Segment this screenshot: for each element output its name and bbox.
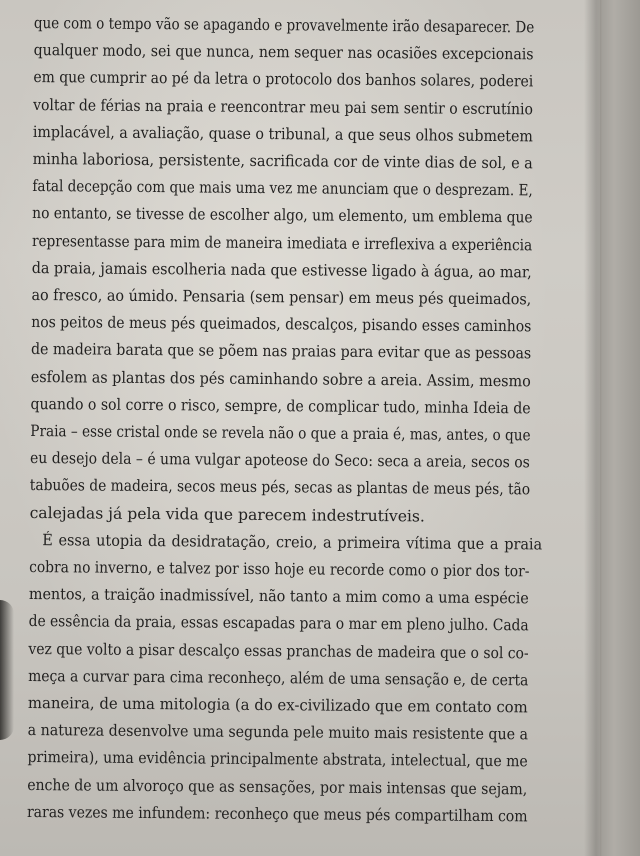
- text-line: maneira, de uma mitologia (a do ex-civilizado que em contato com: [27, 694, 528, 717]
- text-line: calejadas já pela vida que parecem indestrutíveis.: [29, 503, 425, 526]
- text-line: cobra no inverno, e talvez por isso hoje eu recorde como o pior dos tor-: [29, 558, 530, 581]
- text-line: de essência da praia, essas escapadas para o mar em pleno julho. Cada: [28, 612, 529, 635]
- text-line: no entanto, se tivesse de escolher algo, um elemento, um emblema que: [32, 204, 533, 227]
- text-line: Praia – esse cristal onde se revela não o que a praia é, mas, antes, o que: [30, 422, 531, 445]
- text-line: enche de um alvoroço que as sensações, por mais intensas que sejam,: [27, 775, 528, 799]
- text-line: É essa utopia da desidratação, creio, a primeira vítima que a praia: [42, 530, 543, 554]
- text-line: tabuões de madeira, secos meus pés, secas as plantas de meus pés, tão: [29, 476, 531, 499]
- text-line: a natureza desenvolve uma segunda pele muito mais resistente que a: [27, 721, 529, 744]
- page-stack-edge: [584, 0, 640, 856]
- text-line: nos peitos de meus pés queimados, descalços, pisando esses caminhos: [31, 313, 532, 336]
- text-line: da praia, jamais escolheria nada que estivesse ligado à água, ao mar,: [31, 258, 532, 282]
- text-line: que com o tempo vão se apagando e provavelmente irão desaparecer. De: [33, 13, 535, 37]
- body-text: [26, 10, 543, 830]
- text-line: representasse para mim de maneira imediata e irreflexiva a experiência: [31, 231, 533, 254]
- text-line: fatal decepção com que mais uma vez me anunciam que o desprezam. E,: [32, 177, 533, 200]
- text-line: mentos, a traição inadmissível, não tanto a mim como a uma espécie: [28, 585, 529, 608]
- text-line: primeira), uma evidência principalmente abstrata, intelectual, que me: [27, 748, 528, 771]
- text-line: voltar de férias na praia e reencontrar meu pai sem sentir o escrutínio: [33, 95, 533, 118]
- text-line: ao fresco, ao úmido. Pensaria (sem pensar) em meus pés queimados,: [31, 286, 532, 309]
- text-line: vez que volto a pisar descalço essas pranchas de madeira que o sol co-: [28, 639, 529, 663]
- text-line: esfolem as plantas dos pés caminhando sobre a areia. Assim, mesmo: [30, 367, 531, 390]
- text-line: eu desejo dela – é uma vulgar apoteose do Seco: seca a areia, secos os: [30, 449, 530, 472]
- text-line: raras vezes me infundem: reconheço que meus pés compartilham com: [26, 802, 528, 826]
- text-line: de madeira barata que se põem nas praias para evitar que as pessoas: [30, 340, 532, 363]
- text-line: implacável, a avaliação, quase o tribunal, a que seus olhos submetem: [32, 122, 533, 146]
- text-line: em que cumprir ao pé da letra o protocolo dos banhos solares, poderei: [33, 68, 534, 91]
- text-line: minha laboriosa, persistente, sacrificada cor de vinte dias de sol, e a: [32, 150, 533, 173]
- paragraph-2: [26, 527, 543, 831]
- text-line: quando o sol corre o risco, sempre, de complicar tudo, minha Ideia de: [30, 394, 531, 418]
- text-line: qualquer modo, sei que nunca, nem sequer nas ocasiões excepcionais: [33, 41, 534, 64]
- paragraph-1: [29, 10, 533, 531]
- text-line: meça a curvar para cima reconheço, além de uma sensação e, de certa: [28, 666, 529, 690]
- binding-shadow: [0, 600, 14, 740]
